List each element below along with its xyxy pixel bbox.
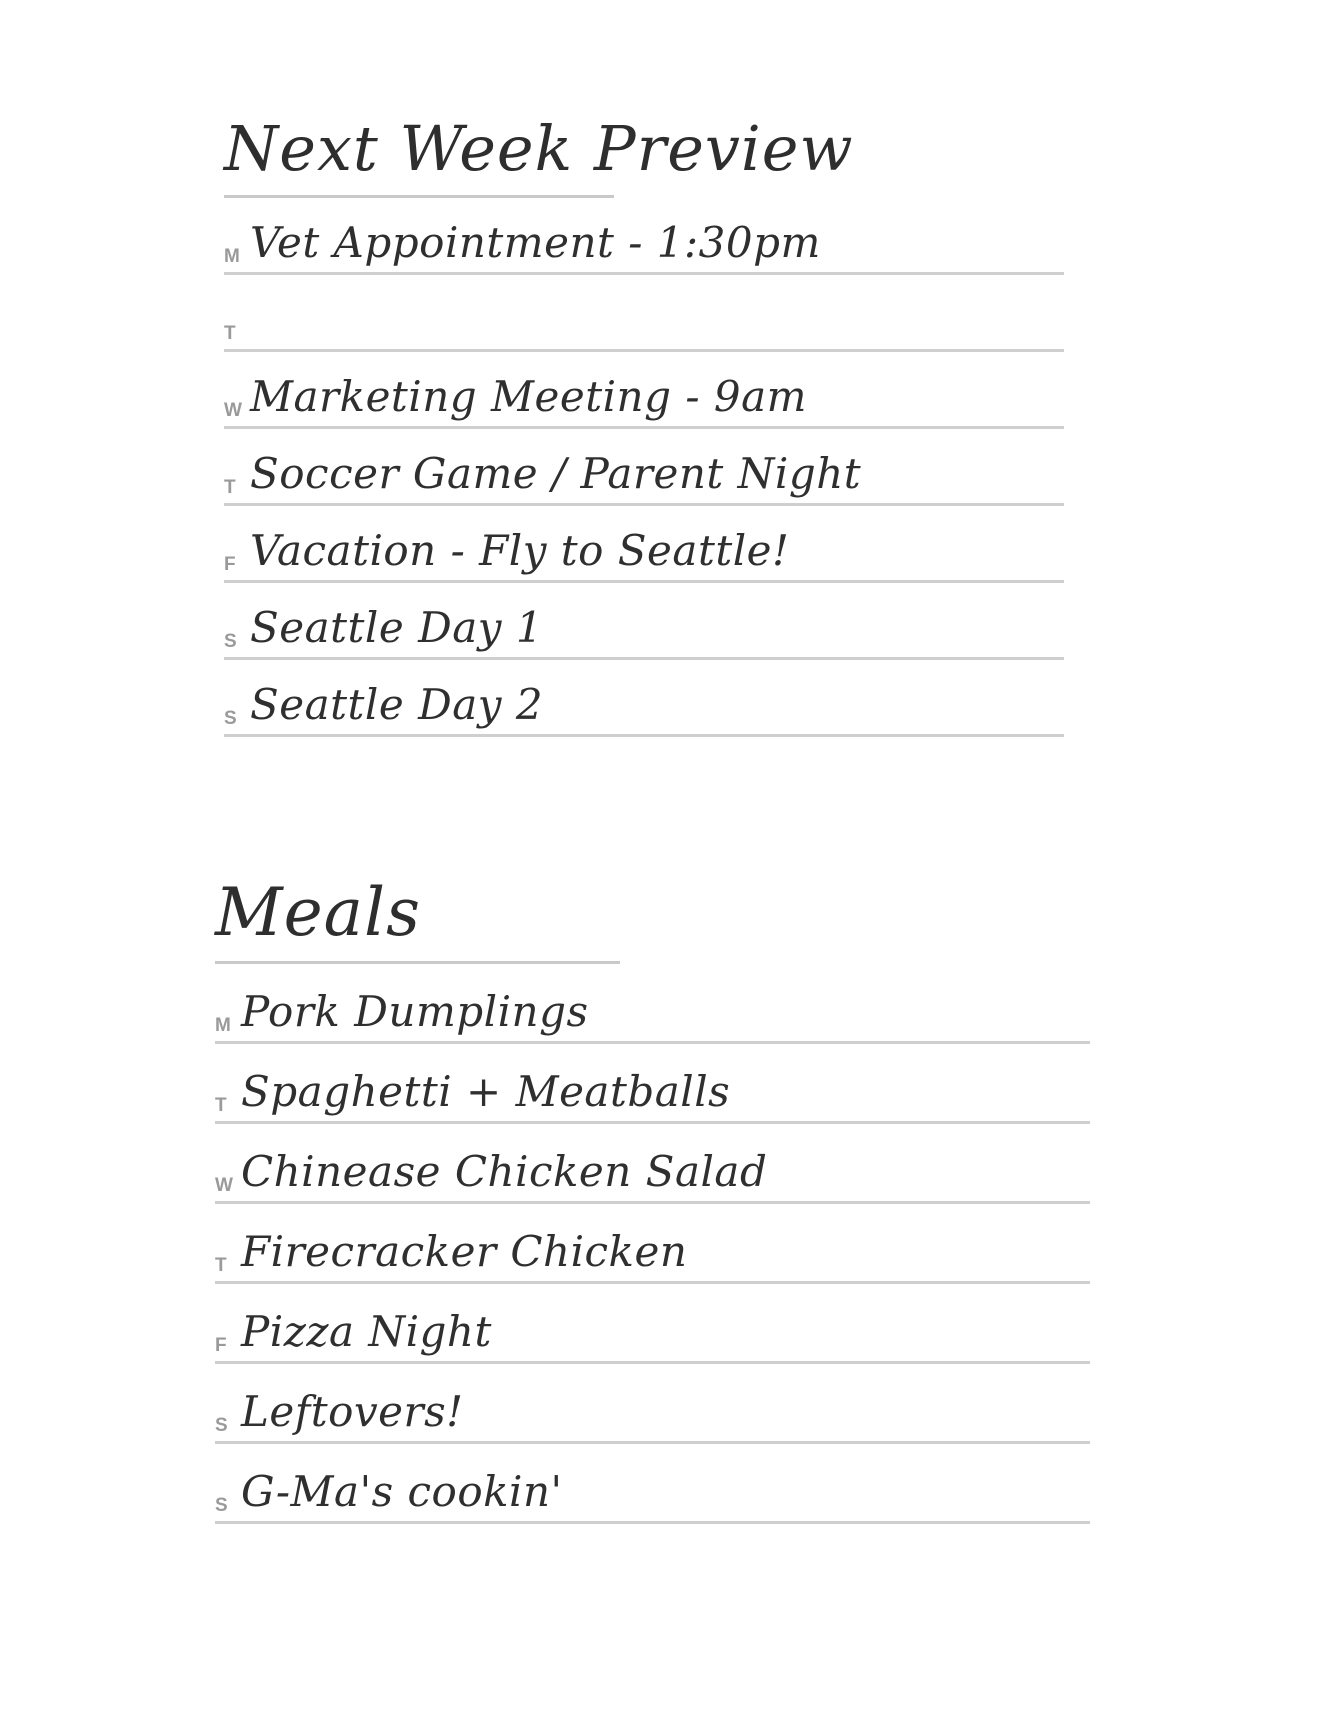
- day-letter: W: [224, 400, 242, 421]
- day-letter: W: [215, 1175, 233, 1196]
- week-entry[interactable]: Marketing Meeting - 9am: [250, 372, 807, 421]
- week-row-tuesday[interactable]: [224, 275, 1064, 352]
- day-letter: M: [224, 246, 240, 267]
- week-row-thursday[interactable]: [224, 429, 1064, 506]
- week-entry[interactable]: Soccer Game / Parent Night: [250, 449, 862, 498]
- day-letter: T: [215, 1255, 227, 1276]
- meal-entry[interactable]: Chinease Chicken Salad: [241, 1147, 768, 1196]
- section-title-text: Next Week Preview: [224, 112, 854, 185]
- meal-row-tuesday[interactable]: [215, 1044, 1090, 1124]
- day-letter: M: [215, 1015, 231, 1036]
- week-entry[interactable]: Seattle Day 1: [250, 603, 544, 652]
- meal-entry[interactable]: Spaghetti + Meatballs: [241, 1067, 731, 1116]
- meal-row-saturday[interactable]: [215, 1364, 1090, 1444]
- day-letter: F: [224, 554, 236, 575]
- meal-row-sunday[interactable]: [215, 1444, 1090, 1524]
- week-row-sunday[interactable]: [224, 660, 1064, 737]
- day-letter: T: [215, 1095, 227, 1116]
- meals-section: [215, 862, 1090, 1524]
- meal-entry[interactable]: G-Ma's cookin': [241, 1467, 563, 1516]
- day-letter: S: [224, 708, 237, 729]
- day-letter: S: [224, 631, 237, 652]
- day-letter: F: [215, 1335, 227, 1356]
- meal-entry[interactable]: Leftovers!: [241, 1387, 464, 1436]
- meal-entry[interactable]: Firecracker Chicken: [241, 1227, 688, 1276]
- week-row-monday[interactable]: [224, 198, 1064, 275]
- day-letter: T: [224, 323, 236, 344]
- week-row-friday[interactable]: [224, 506, 1064, 583]
- day-letter: T: [224, 477, 236, 498]
- day-letter: S: [215, 1415, 228, 1436]
- meal-row-friday[interactable]: [215, 1284, 1090, 1364]
- section-title-next-week: [224, 100, 1064, 198]
- section-title-meals: [215, 862, 1090, 964]
- meal-row-monday[interactable]: [215, 964, 1090, 1044]
- day-letter: S: [215, 1495, 228, 1516]
- week-entry[interactable]: Seattle Day 2: [250, 680, 544, 729]
- week-entry[interactable]: Vet Appointment - 1:30pm: [250, 218, 821, 267]
- next-week-preview-section: [224, 100, 1064, 737]
- week-row-wednesday[interactable]: [224, 352, 1064, 429]
- section-title-text: Meals: [215, 874, 421, 951]
- week-entry[interactable]: Vacation - Fly to Seattle!: [250, 526, 790, 575]
- week-row-saturday[interactable]: [224, 583, 1064, 660]
- meal-entry[interactable]: Pork Dumplings: [241, 987, 589, 1036]
- meal-row-wednesday[interactable]: [215, 1124, 1090, 1204]
- meal-row-thursday[interactable]: [215, 1204, 1090, 1284]
- meal-entry[interactable]: Pizza Night: [241, 1307, 492, 1356]
